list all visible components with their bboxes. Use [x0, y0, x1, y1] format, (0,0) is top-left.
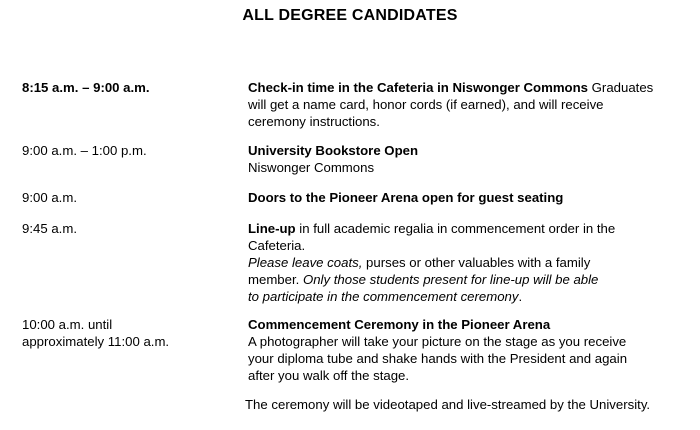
description-line — [248, 254, 678, 271]
description-line — [248, 79, 678, 96]
text-segment: after you walk off the stage. — [248, 368, 410, 383]
text-segment: Commencement Ceremony in the Pioneer Arena — [248, 317, 551, 332]
text-segment: A photographer will take your picture on the stage as you receive — [248, 334, 627, 349]
schedule-description — [248, 316, 678, 384]
schedule-description — [248, 79, 678, 130]
schedule-time-line: 9:00 a.m. – 1:00 p.m. — [22, 143, 147, 158]
text-segment: Line-up — [248, 221, 296, 236]
description-line — [248, 159, 678, 176]
text-segment: ceremony instructions. — [248, 114, 380, 129]
text-segment: Graduates — [588, 80, 654, 95]
text-segment: will get a name card, honor cords (if earned), and will receive — [248, 97, 604, 112]
schedule-time-line: 8:15 a.m. – 9:00 a.m. — [22, 80, 150, 95]
schedule-time — [22, 142, 242, 159]
text-segment: your diploma tube and shake hands with the President and again — [248, 351, 628, 366]
text-segment: purses or other valuables with a family — [362, 255, 591, 270]
schedule-time-line: approximately 11:00 a.m. — [22, 334, 170, 349]
description-line — [248, 189, 678, 206]
schedule-description — [248, 189, 678, 206]
schedule-time — [22, 316, 242, 350]
text-segment: Doors to the Pioneer Arena open for guest seating — [248, 190, 564, 205]
description-line — [248, 220, 678, 237]
description-line — [248, 350, 678, 367]
description-line — [248, 288, 678, 305]
schedule-time-line: 10:00 a.m. until — [22, 317, 113, 332]
schedule-time-line: 9:00 a.m. — [22, 190, 77, 205]
description-line — [248, 142, 678, 159]
text-segment: Only those students present for line-up will be able — [302, 272, 599, 287]
description-line — [248, 333, 678, 350]
footer-note: The ceremony will be videotaped and live-streamed by the University. — [245, 397, 651, 412]
text-segment: Check-in time in the Cafeteria in Niswonger Commons — [248, 80, 589, 95]
text-segment: Niswonger Commons — [248, 160, 375, 175]
text-segment: in full academic regalia in commencement order in the — [295, 221, 616, 236]
description-line — [248, 316, 678, 333]
schedule-description — [248, 142, 678, 176]
description-line — [248, 237, 678, 254]
schedule-time — [22, 79, 242, 96]
schedule-description — [248, 220, 678, 305]
schedule-time — [22, 189, 242, 206]
text-segment: to participate in the commencement ceremony — [248, 289, 519, 304]
description-line — [248, 113, 678, 130]
description-line — [248, 271, 678, 288]
schedule-time-line: 9:45 a.m. — [22, 221, 77, 236]
text-segment: Please leave coats, — [248, 255, 363, 270]
text-segment: member. — [248, 272, 303, 287]
text-segment: Cafeteria. — [248, 238, 306, 253]
description-line — [248, 96, 678, 113]
text-segment: . — [518, 289, 523, 304]
text-segment: University Bookstore Open — [248, 143, 419, 158]
page-title: ALL DEGREE CANDIDATES — [242, 7, 458, 24]
description-line — [248, 367, 678, 384]
schedule-time — [22, 220, 242, 237]
